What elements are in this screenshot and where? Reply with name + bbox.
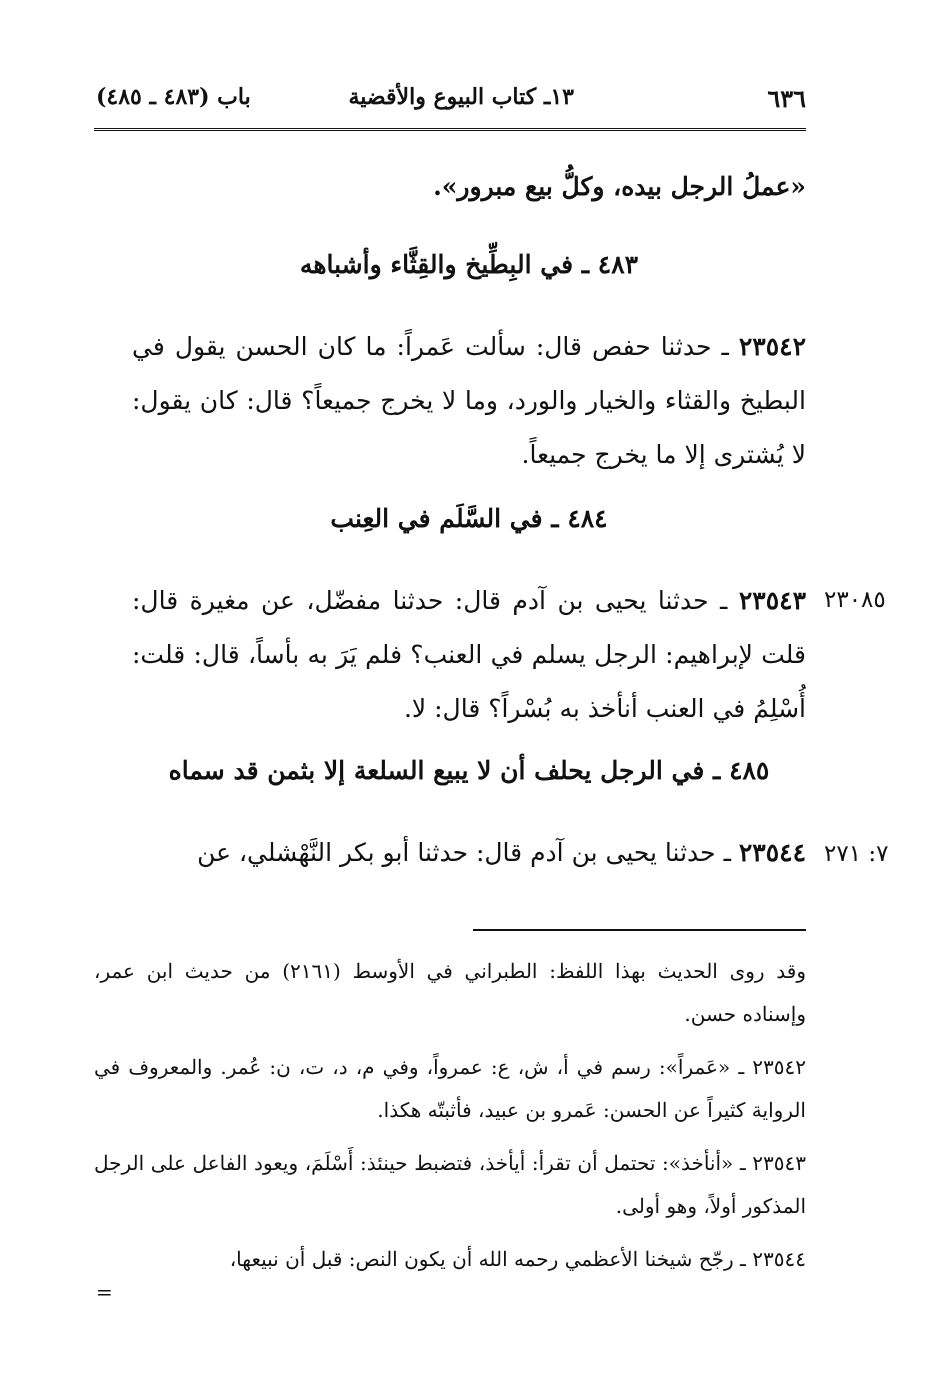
hadith-text: ـ حدثنا حفص قال: سألت عَمراً: ما كان الحسن يقول في البطيخ والقثاء والخيار والورد، وما لا يخرج جميعاً؟ قال: كان يقول: لا يُشترى إلا ما يخرج جميعاً. xyxy=(132,332,806,469)
header-rule xyxy=(94,128,806,131)
continuation-mark: = xyxy=(96,1280,113,1304)
hadith-text: ـ حدثنا يحيى بن آدم قال: حدثنا أبو بكر النَّهْشلي، عن xyxy=(197,838,731,867)
footnote: ٢٣٥٤٢ ـ «عَمراً»: رسم في أ، ش، ع: عمرواً، وفي م، د، ت، ن: عُمر. والمعروف في الرواية كثيراً عن الحسن: عَمرو بن عبيد، فأثبتّه هكذا. xyxy=(94,1055,806,1122)
running-header xyxy=(96,84,806,124)
footnote: وقد روى الحديث بهذا اللفظ: الطبراني في الأوسط (٢١٦١) من حديث ابن عمر، وإسناده حسن. xyxy=(94,959,806,1026)
margin-reference: ٧: ٢٧١ xyxy=(824,841,889,867)
footnote: ٢٣٥٤٣ ـ «أنأخذ»: تحتمل أن تقرأ: أيأخذ، فتضبط حينئذ: أَسْلَمَ، ويعود الفاعل على الرجل المذكور أولاً، وهو أولى. xyxy=(94,1151,806,1218)
hadith-23543 xyxy=(132,574,806,736)
chapter-heading-485: ٤٨٥ ـ في الرجل يحلف أن لا يبيع السلعة إلا بثمن قد سماه xyxy=(168,756,770,785)
chapter-range: باب (٤٨٣ ـ ٤٨٥) xyxy=(96,84,251,110)
footnote: ٢٣٥٤٤ ـ رجّح شيخنا الأعظمي رحمه الله أن يكون النص: قبل أن نبيعها، xyxy=(229,1247,806,1271)
book-title: ١٣ـ كتاب البيوع والأقضية xyxy=(348,84,574,110)
footnotes xyxy=(94,950,806,1291)
quote-ending: «عملُ الرجل بيده، وكلُّ بيع مبرور». xyxy=(433,172,806,201)
hadith-number: ٢٣٥٤٤ xyxy=(738,838,806,867)
hadith-text: ـ حدثنا يحيى بن آدم قال: حدثنا مفضّل، عن مغيرة قال: قلت لإبراهيم: الرجل يسلم في العنب؟ فلم يَرَ به بأساً، قال: قلت: أُسْلِمُ في العنب أنأخذ به بُسْراً؟ قال: لا. xyxy=(132,586,806,723)
hadith-23544 xyxy=(132,826,806,880)
hadith-23542 xyxy=(132,320,806,482)
hadith-number: ٢٣٥٤٣ xyxy=(738,586,806,615)
chapter-heading-484: ٤٨٤ ـ في السَّلَم في العِنب xyxy=(330,504,608,533)
hadith-number: ٢٣٥٤٢ xyxy=(738,332,806,361)
page-number: ٦٣٦ xyxy=(767,84,806,113)
footnote-rule xyxy=(473,929,806,931)
margin-reference: ٢٣٠٨٥ xyxy=(824,587,886,613)
chapter-heading-483: ٤٨٣ ـ في البِطِّيخ والقِثَّاء وأشباهه xyxy=(299,250,639,279)
